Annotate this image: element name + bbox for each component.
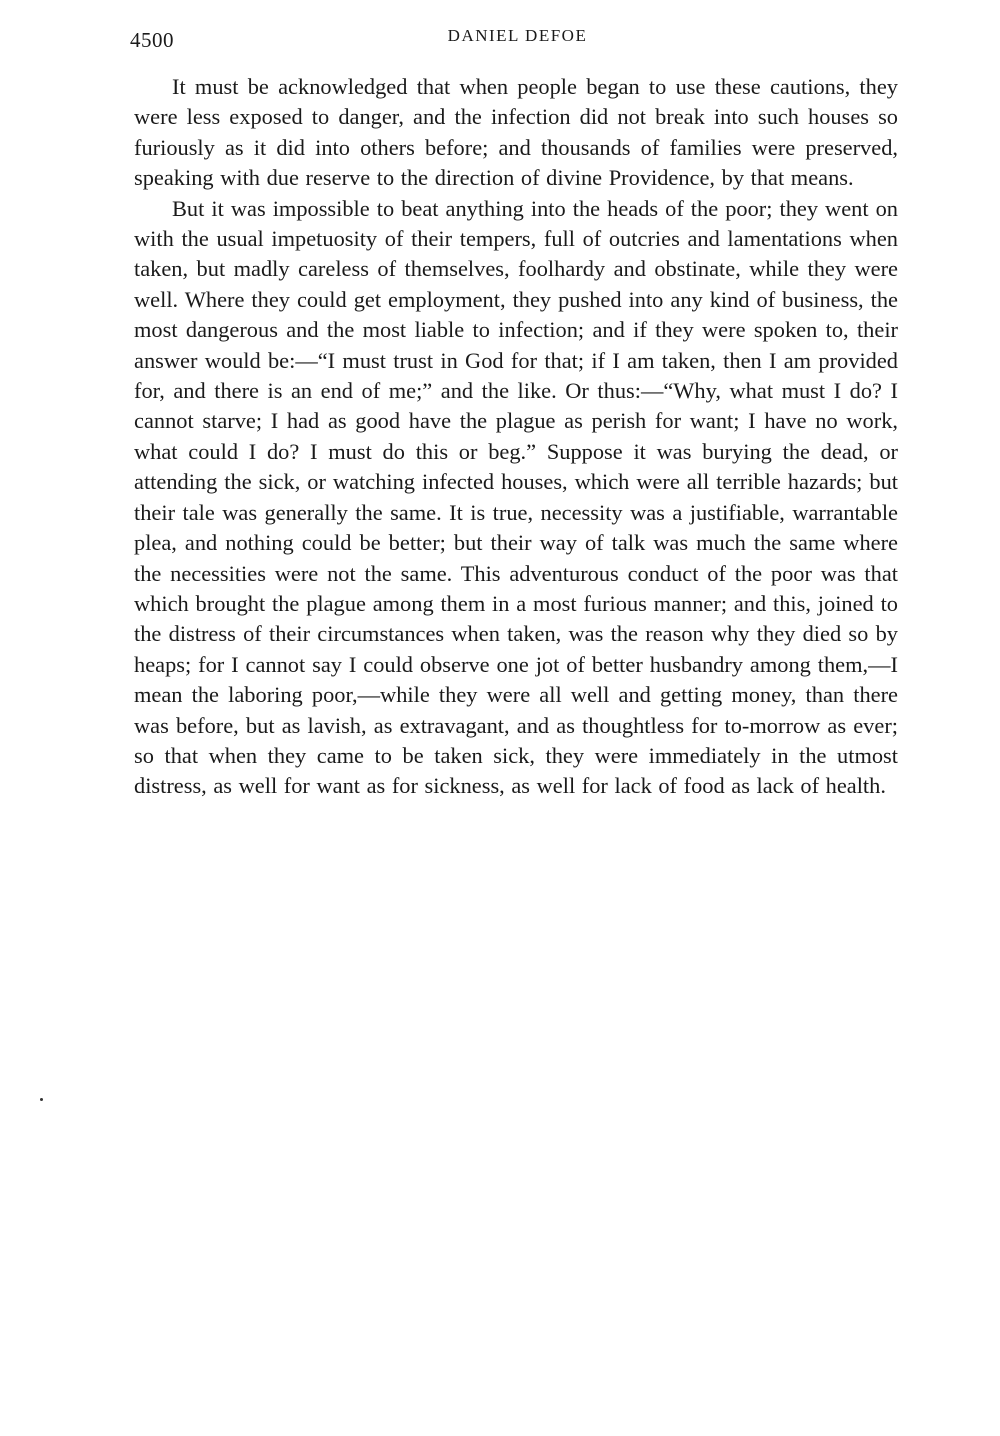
page-number: 4500 bbox=[130, 28, 174, 52]
paragraph: It must be acknowledged that when people began to use these cautions, they were less exposed to danger, and the infection did not break into such houses so furiously as it did into others before; and thousands of families were preserved, speaking with due reserve to the direction of divine Providence, by that means. bbox=[134, 74, 898, 191]
body-text bbox=[134, 72, 898, 802]
running-head: DANIEL DEFOE bbox=[447, 26, 588, 45]
paragraph: But it was impossible to beat anything into the heads of the poor; they went on with the usual impetuosity of their tempers, full of outcries and lamentations when taken, but madly careless of themselves, foolhardy and obstinate, while they were well. Where they could get employment, they pushed into any kind of business, the most dangerous and the most liable to infection; and if they were spoken to, their answer would be:—“I must trust in God for that; if I am taken, then I am provided for, and there is an end of me;” and the like. Or thus:—“Why, what must I do? I cannot starve; I had as good have the plague as perish for want; I have no work, what could I do? I must do this or beg.” Suppose it was burying the dead, or attending the sick, or watching infected houses, which were all terrible hazards; but their tale was generally the same. It is true, necessity was a justifiable, warrantable plea, and nothing could be better; but their way of talk was much the same where the necessities were not the same. This adventurous conduct of the poor was that which brought the plague among them in a most furious manner; and this, joined to the distress of their circumstances when taken, was the reason why they died so by heaps; for I cannot say I could observe one jot of better husbandry among them,—I mean the laboring poor,—while they were all well and getting money, than there was before, but as lavish, as extravagant, and as thoughtless for to-morrow as ever; so that when they came to be taken sick, they were immediately in the utmost distress, as well for want as for sickness, as well for lack of food as lack of health. bbox=[134, 195, 898, 799]
ink-speck bbox=[40, 1098, 43, 1101]
